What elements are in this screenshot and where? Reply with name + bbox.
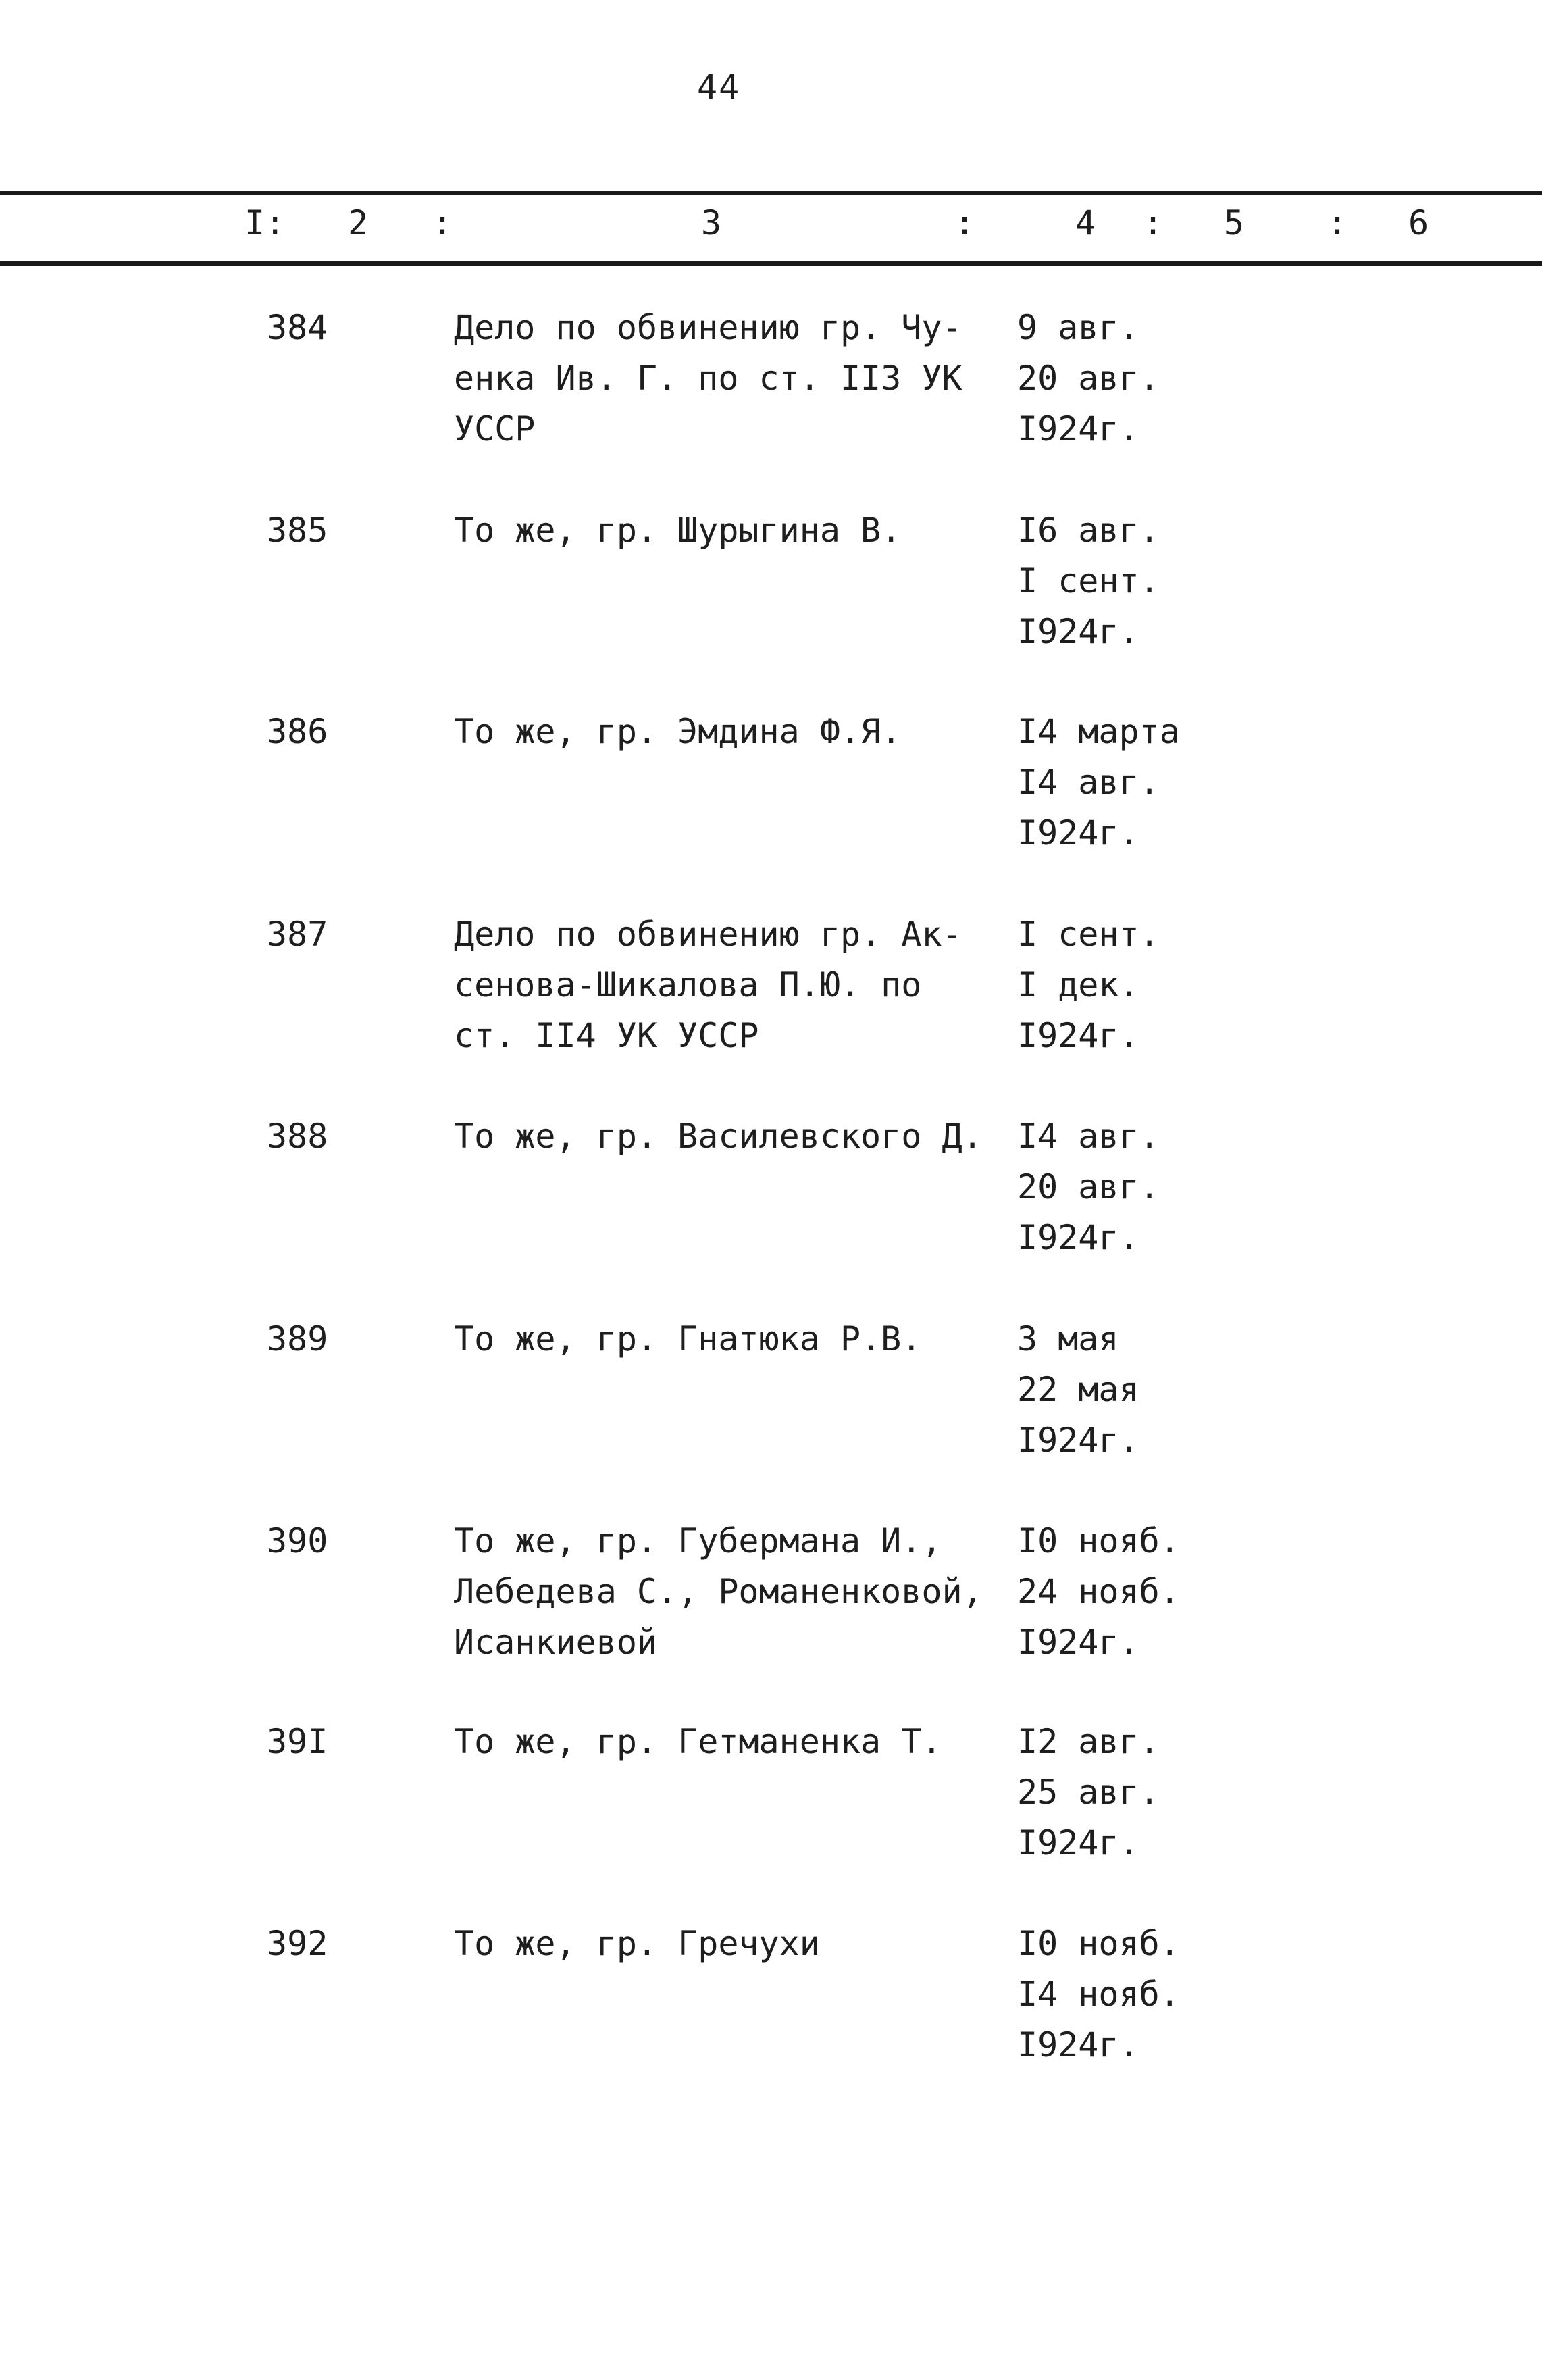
entry-dates <box>1017 707 1206 859</box>
list-item <box>0 505 1542 667</box>
entry-description <box>454 707 1014 757</box>
page-number: 44 <box>697 68 741 107</box>
entry-description <box>454 1111 1014 1162</box>
description-line: То же, гр. Василевского Д. <box>454 1117 983 1156</box>
year: I924г. <box>1017 1218 1139 1257</box>
end-date: I сент. <box>1017 561 1160 601</box>
year: I924г. <box>1017 2025 1139 2065</box>
column-separator: : <box>432 203 453 243</box>
entry-description <box>454 303 1014 455</box>
list-item <box>0 1111 1542 1273</box>
entry-description <box>454 1314 1014 1365</box>
entry-number: 386 <box>267 712 328 751</box>
end-date: 24 нояб. <box>1017 1572 1180 1611</box>
description-line: То же, гр. Гнатюка Р.В. <box>454 1319 922 1359</box>
entry-dates <box>1017 1111 1206 1263</box>
description-line: Дело по обвинению гр. Ак- <box>454 915 962 954</box>
entry-description <box>454 1919 1014 1969</box>
list-item <box>0 1919 1542 2081</box>
start-date: I4 авг. <box>1017 1117 1160 1156</box>
year: I924г. <box>1017 409 1139 449</box>
description-line: енка Ив. Г. по ст. II3 УК <box>454 359 962 398</box>
list-item <box>0 1516 1542 1678</box>
entry-number: 384 <box>267 308 328 347</box>
entry-number: 39I <box>267 1722 328 1761</box>
description-line: сенова-Шикалова П.Ю. по <box>454 965 922 1005</box>
start-date: I сент. <box>1017 915 1160 954</box>
entry-dates <box>1017 1717 1206 1869</box>
header-rule-bottom <box>0 261 1542 266</box>
column-header-5: 5 <box>1224 203 1245 243</box>
year: I924г. <box>1017 1623 1139 1662</box>
list-item <box>0 1717 1542 1879</box>
description-line: УССР <box>454 409 536 449</box>
description-line: ст. II4 УК УССР <box>454 1016 759 1055</box>
start-date: I6 авг. <box>1017 511 1160 550</box>
column-separator: : <box>954 203 975 243</box>
entry-description <box>454 909 1014 1061</box>
start-date: I2 авг. <box>1017 1722 1160 1761</box>
column-header-3: 3 <box>701 203 722 243</box>
year: I924г. <box>1017 1016 1139 1055</box>
year: I924г. <box>1017 612 1139 651</box>
start-date: I0 нояб. <box>1017 1924 1180 1963</box>
entry-number: 390 <box>267 1521 328 1561</box>
entry-dates <box>1017 1919 1206 2071</box>
column-header-6: 6 <box>1408 203 1429 243</box>
end-date: 25 авг. <box>1017 1773 1160 1812</box>
start-date: I0 нояб. <box>1017 1521 1180 1561</box>
description-line: Исанкиевой <box>454 1623 658 1662</box>
header-rule-top <box>0 191 1542 195</box>
list-item <box>0 909 1542 1071</box>
list-item <box>0 707 1542 869</box>
end-date: 22 мая <box>1017 1370 1139 1409</box>
description-line: То же, гр. Шурыгина В. <box>454 511 902 550</box>
description-line: То же, гр. Гречухи <box>454 1924 820 1963</box>
column-header-1: I: <box>245 203 286 243</box>
end-date: I4 нояб. <box>1017 1975 1180 2014</box>
start-date: 3 мая <box>1017 1319 1119 1359</box>
description-line: То же, гр. Эмдина Ф.Я. <box>454 712 902 751</box>
column-separator: : <box>1143 203 1164 243</box>
year: I924г. <box>1017 813 1139 853</box>
start-date: I4 марта <box>1017 712 1180 751</box>
end-date: 20 авг. <box>1017 359 1160 398</box>
entry-description <box>454 1717 1014 1767</box>
entry-dates <box>1017 505 1206 657</box>
entry-number: 387 <box>267 915 328 954</box>
entry-number: 392 <box>267 1924 328 1963</box>
description-line: Лебедева С., Романенковой, <box>454 1572 983 1611</box>
entry-dates <box>1017 1314 1206 1466</box>
end-date: I дек. <box>1017 965 1139 1005</box>
description-line: То же, гр. Губермана И., <box>454 1521 942 1561</box>
entry-dates <box>1017 303 1206 455</box>
start-date: 9 авг. <box>1017 308 1139 347</box>
description-line: То же, гр. Гетманенка Т. <box>454 1722 942 1761</box>
column-header-2: 2 <box>348 203 369 243</box>
column-separator: : <box>1327 203 1348 243</box>
entry-dates <box>1017 1516 1206 1668</box>
list-item <box>0 1314 1542 1476</box>
entry-number: 385 <box>267 511 328 550</box>
end-date: I4 авг. <box>1017 763 1160 802</box>
year: I924г. <box>1017 1823 1139 1863</box>
entry-number: 388 <box>267 1117 328 1156</box>
entry-number: 389 <box>267 1319 328 1359</box>
entry-dates <box>1017 909 1206 1061</box>
list-item <box>0 303 1542 465</box>
end-date: 20 авг. <box>1017 1167 1160 1207</box>
column-header-4: 4 <box>1075 203 1096 243</box>
entry-description <box>454 505 1014 556</box>
description-line: Дело по обвинению гр. Чу- <box>454 308 962 347</box>
year: I924г. <box>1017 1421 1139 1460</box>
entry-description <box>454 1516 1014 1668</box>
